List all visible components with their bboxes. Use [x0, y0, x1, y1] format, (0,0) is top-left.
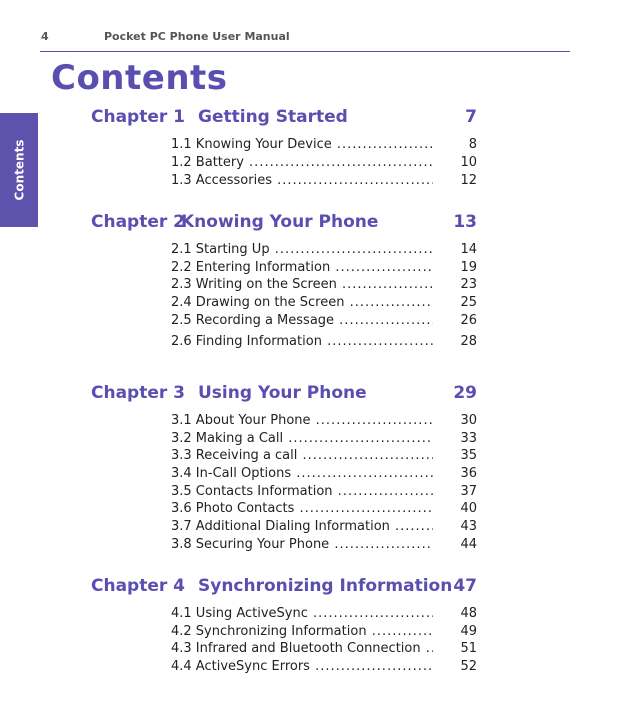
entry-page: 44	[460, 537, 477, 552]
entry-page: 26	[460, 313, 477, 328]
chapter-title: Synchronizing Information	[198, 576, 453, 596]
chapter-title: Using Your Phone	[198, 383, 367, 403]
toc-entry[interactable]	[171, 137, 477, 155]
toc-entry[interactable]	[171, 466, 477, 484]
chapter-page: 13	[453, 212, 477, 232]
entry-label: 2.4 Drawing on the Screen .....	[171, 295, 433, 310]
entry-page: 33	[460, 431, 477, 446]
header-manual-title: Pocket PC Phone User Manual	[104, 30, 290, 43]
entry-page: 48	[460, 606, 477, 621]
toc-entry[interactable]	[171, 334, 477, 352]
entry-label: 3.7 Additional Dialing Information .....	[171, 519, 433, 534]
entry-label: 1.1 Knowing Your Device .....	[171, 137, 433, 152]
entry-label: 2.2 Entering Information .....	[171, 260, 433, 275]
chapter-page: 47	[453, 576, 477, 596]
chapter-page: 7	[465, 107, 477, 127]
chapter-4-heading[interactable]	[91, 576, 481, 598]
entry-page: 40	[460, 501, 477, 516]
toc-entry[interactable]	[171, 277, 477, 295]
toc-entry[interactable]	[171, 242, 477, 260]
entry-page: 14	[460, 242, 477, 257]
toc-entry[interactable]	[171, 173, 477, 191]
entry-label: 3.3 Receiving a call .....	[171, 448, 433, 463]
toc-entry[interactable]	[171, 431, 477, 449]
entry-label: 2.3 Writing on the Screen .....	[171, 277, 433, 292]
entry-label: 3.4 In-Call Options .....	[171, 466, 433, 481]
entry-page: 19	[460, 260, 477, 275]
entry-page: 28	[460, 334, 477, 349]
header-page-number: 4	[41, 30, 49, 43]
toc-entry[interactable]	[171, 501, 477, 519]
entry-label: 4.4 ActiveSync Errors .....	[171, 659, 433, 674]
toc-entry[interactable]	[171, 448, 477, 466]
entry-label: 4.1 Using ActiveSync .....	[171, 606, 433, 621]
chapter-title: Knowing Your Phone	[181, 212, 379, 232]
entry-page: 43	[460, 519, 477, 534]
entry-page: 30	[460, 413, 477, 428]
entry-page: 12	[460, 173, 477, 188]
chapter-title: Getting Started	[198, 107, 348, 127]
chapter-3-heading[interactable]	[91, 383, 481, 405]
toc-entry[interactable]	[171, 641, 477, 659]
entry-label: 1.2 Battery .....	[171, 155, 433, 170]
chapter-number: Chapter 1	[91, 107, 186, 127]
entry-page: 8	[468, 137, 477, 152]
entry-page: 35	[460, 448, 477, 463]
entry-page: 49	[460, 624, 477, 639]
page-title: Contents	[51, 58, 228, 98]
toc-entry[interactable]	[171, 295, 477, 313]
entry-label: 4.2 Synchronizing Information .....	[171, 624, 433, 639]
toc-entry[interactable]	[171, 484, 477, 502]
toc-entry[interactable]	[171, 313, 477, 331]
toc-entry[interactable]	[171, 537, 477, 555]
toc-entry[interactable]	[171, 624, 477, 642]
chapter-1-heading[interactable]	[91, 107, 481, 129]
toc-entry[interactable]	[171, 413, 477, 431]
entry-label: 2.1 Starting Up .....	[171, 242, 433, 257]
entry-label: 3.1 About Your Phone .....	[171, 413, 433, 428]
toc-entry[interactable]	[171, 606, 477, 624]
entry-label: 2.5 Recording a Message .....	[171, 313, 433, 328]
entry-label: 2.6 Finding Information .....	[171, 334, 433, 349]
side-tab-contents	[0, 113, 38, 227]
chapter-page: 29	[453, 383, 477, 403]
entry-label: 3.5 Contacts Information .....	[171, 484, 433, 499]
side-tab-label: Contents	[12, 139, 27, 201]
toc-entry[interactable]	[171, 659, 477, 677]
entry-page: 23	[460, 277, 477, 292]
toc-entry[interactable]	[171, 155, 477, 173]
entry-page: 52	[460, 659, 477, 674]
chapter-2-heading[interactable]	[91, 212, 481, 234]
entry-page: 10	[460, 155, 477, 170]
entry-label: 1.3 Accessories .....	[171, 173, 433, 188]
entry-page: 37	[460, 484, 477, 499]
entry-page: 51	[460, 641, 477, 656]
chapter-number: Chapter 2	[91, 212, 186, 232]
entry-page: 25	[460, 295, 477, 310]
chapter-number: Chapter 4	[91, 576, 186, 596]
entry-label: 3.2 Making a Call .....	[171, 431, 433, 446]
chapter-number: Chapter 3	[91, 383, 186, 403]
header-divider	[40, 51, 570, 52]
entry-label: 3.6 Photo Contacts .....	[171, 501, 433, 516]
toc-entry[interactable]	[171, 260, 477, 278]
toc-entry[interactable]	[171, 519, 477, 537]
entry-page: 36	[460, 466, 477, 481]
entry-label: 4.3 Infrared and Bluetooth Connection .....	[171, 641, 433, 656]
entry-label: 3.8 Securing Your Phone .....	[171, 537, 433, 552]
